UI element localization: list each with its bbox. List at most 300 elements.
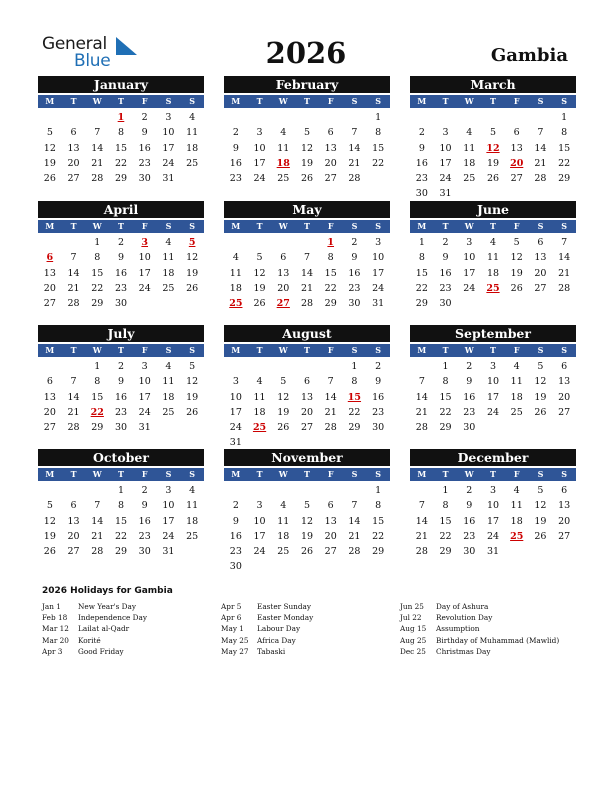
day-cell: 30 [114, 298, 128, 310]
holiday-date: May 1 [221, 624, 244, 634]
month-title: September [410, 325, 576, 342]
empty-cell [248, 359, 272, 374]
day-grid [38, 359, 204, 435]
day-cell: 5 [280, 376, 287, 388]
day-cell: 1 [442, 361, 449, 372]
weekday-label: T [304, 96, 310, 106]
weekday-label: F [513, 221, 520, 231]
day-cell: 1 [94, 237, 101, 248]
weekday-label: S [351, 221, 358, 231]
weekday-label: S [561, 96, 568, 106]
holiday-entry [400, 635, 559, 646]
day-cell: 17 [138, 391, 151, 403]
day-cell: 14 [348, 142, 361, 154]
day-cell: 7 [418, 500, 425, 512]
day-cell: 7 [537, 127, 544, 139]
day-grid [38, 110, 204, 186]
weekday-label: W [464, 469, 474, 479]
day-cell: 9 [442, 252, 449, 264]
day-cell: 17 [439, 157, 452, 169]
weekday-label: S [375, 345, 382, 355]
day-cell: 5 [303, 127, 311, 139]
weekday-header [224, 220, 390, 233]
day-cell: 2 [466, 485, 473, 496]
empty-cell [410, 359, 434, 374]
day-cell: 13 [43, 267, 56, 279]
day-cell: 8 [117, 500, 125, 512]
holiday-name: Revolution Day [436, 613, 493, 623]
day-cell: 31 [162, 173, 175, 185]
day-grid [38, 483, 204, 559]
day-cell: 5 [46, 127, 53, 139]
day-cell: 15 [324, 267, 337, 279]
weekday-label: T [490, 96, 496, 106]
day-cell: 24 [162, 530, 175, 542]
holiday-name: Korité [78, 635, 101, 645]
month-title: November [224, 449, 390, 466]
weekday-label: T [118, 345, 124, 355]
day-cell: 6 [280, 252, 287, 264]
day-cell: 29 [372, 546, 385, 558]
weekday-header [38, 344, 204, 357]
day-cell: 18 [229, 282, 242, 294]
day-cell: 14 [348, 515, 361, 527]
empty-cell [248, 110, 272, 125]
day-cell: 19 [186, 267, 199, 279]
day-cell: 10 [162, 500, 175, 512]
day-cell: 24 [486, 406, 500, 418]
day-cell: 13 [67, 142, 80, 154]
day-cell: 18 [186, 515, 199, 527]
day-cell: 9 [232, 142, 239, 154]
day-cell: 22 [114, 530, 128, 542]
day-cell: 20 [43, 406, 56, 418]
empty-cell [343, 483, 367, 498]
holiday-date: Apr 3 [42, 646, 63, 656]
holiday-name: Easter Sunday [257, 602, 312, 611]
holiday-day-cell: 18 [276, 157, 290, 169]
empty-cell [62, 235, 86, 250]
day-cell: 31 [486, 546, 500, 558]
weekday-label: F [141, 345, 148, 355]
weekday-label: S [351, 96, 358, 106]
day-cell: 30 [114, 422, 128, 434]
day-cell: 18 [253, 406, 266, 418]
month-february [224, 76, 390, 186]
weekday-label: T [118, 96, 124, 106]
day-cell: 24 [138, 282, 151, 294]
day-cell: 3 [466, 237, 473, 248]
day-cell: 24 [253, 546, 266, 558]
day-cell: 12 [277, 391, 290, 403]
day-cell: 28 [67, 422, 80, 434]
day-cell: 12 [253, 267, 266, 279]
day-cell: 23 [138, 157, 151, 169]
day-cell: 11 [510, 376, 523, 388]
weekday-label: M [417, 345, 427, 355]
day-cell: 25 [463, 173, 476, 185]
day-cell: 20 [277, 282, 290, 294]
day-cell: 20 [534, 267, 547, 279]
month-title: April [38, 201, 204, 218]
weekday-label: T [490, 469, 496, 479]
day-cell: 6 [303, 376, 311, 388]
day-cell: 5 [256, 252, 263, 264]
day-cell: 21 [67, 282, 80, 294]
weekday-label: T [256, 469, 263, 479]
day-cell: 19 [253, 282, 266, 294]
day-cell: 26 [534, 530, 547, 542]
day-cell: 9 [351, 252, 358, 264]
weekday-label: F [513, 96, 520, 106]
day-cell: 22 [372, 157, 385, 169]
day-cell: 25 [277, 546, 290, 558]
day-cell: 10 [463, 252, 476, 264]
day-cell: 28 [300, 298, 314, 310]
day-cell: 22 [348, 406, 361, 418]
day-cell: 19 [300, 530, 314, 542]
day-cell: 27 [43, 422, 56, 434]
day-cell: 14 [300, 267, 314, 279]
day-cell: 12 [186, 376, 199, 388]
day-cell: 16 [229, 157, 242, 169]
day-cell: 23 [114, 406, 128, 418]
day-cell: 23 [114, 282, 128, 294]
empty-cell [62, 110, 86, 125]
day-cell: 31 [439, 188, 452, 200]
day-cell: 8 [561, 127, 568, 139]
weekday-label: T [118, 469, 124, 479]
holiday-entry [42, 601, 147, 612]
weekday-label: M [45, 96, 55, 106]
day-cell: 25 [510, 406, 523, 418]
day-cell: 29 [348, 422, 361, 434]
weekday-label: F [141, 469, 148, 479]
day-cell: 6 [561, 485, 568, 496]
day-cell: 9 [375, 376, 382, 388]
day-cell: 14 [415, 391, 428, 403]
day-cell: 7 [561, 237, 568, 248]
day-cell: 24 [439, 173, 452, 185]
holiday-name: Christmas Day [436, 646, 491, 656]
day-cell: 30 [439, 298, 452, 310]
day-cell: 19 [510, 267, 523, 279]
holiday-name: Assumption [436, 624, 480, 634]
day-cell: 3 [489, 361, 497, 372]
holiday-name: New Year's Day [78, 602, 137, 611]
day-cell: 22 [372, 530, 385, 542]
day-cell: 10 [486, 376, 500, 388]
day-cell: 27 [43, 298, 56, 310]
day-cell: 2 [375, 361, 382, 372]
month-title: March [410, 76, 576, 93]
day-cell: 27 [510, 173, 523, 185]
holiday-entry [42, 635, 147, 646]
month-title: May [224, 201, 390, 218]
day-cell: 30 [415, 188, 428, 200]
weekday-label: S [375, 469, 382, 479]
day-cell: 12 [186, 252, 199, 264]
day-cell: 10 [138, 376, 151, 388]
empty-cell [271, 110, 295, 125]
day-cell: 10 [138, 252, 151, 264]
empty-cell [319, 359, 343, 374]
day-cell: 17 [229, 406, 242, 418]
weekday-label: T [490, 221, 496, 231]
weekday-label: S [189, 345, 196, 355]
day-cell: 21 [91, 157, 104, 169]
weekday-label: M [231, 221, 241, 231]
day-cell: 26 [253, 298, 266, 310]
day-cell: 7 [351, 500, 358, 512]
day-cell: 14 [558, 252, 571, 264]
holiday-entry [221, 612, 313, 623]
day-grid [410, 110, 576, 202]
day-cell: 17 [486, 515, 500, 527]
weekday-label: M [417, 469, 427, 479]
day-cell: 11 [186, 127, 199, 139]
day-cell: 21 [348, 157, 361, 169]
empty-cell [38, 359, 62, 374]
day-grid [224, 235, 390, 311]
weekday-label: W [278, 221, 288, 231]
day-cell: 30 [463, 422, 476, 434]
empty-cell [224, 483, 248, 498]
day-cell: 2 [141, 112, 148, 123]
day-cell: 27 [324, 173, 337, 185]
day-cell: 28 [67, 298, 80, 310]
day-cell: 26 [43, 173, 56, 185]
weekday-label: T [70, 96, 77, 106]
day-cell: 25 [277, 173, 290, 185]
empty-cell [271, 359, 295, 374]
day-cell: 2 [466, 361, 473, 372]
holiday-entry [400, 601, 559, 612]
day-cell: 29 [114, 546, 128, 558]
weekday-label: T [442, 469, 449, 479]
day-cell: 18 [162, 391, 175, 403]
day-cell: 15 [558, 142, 571, 154]
month-june [410, 201, 576, 311]
day-cell: 15 [114, 142, 128, 154]
day-cell: 8 [117, 127, 125, 139]
empty-cell [224, 235, 248, 250]
day-cell: 24 [372, 282, 385, 294]
day-cell: 9 [141, 500, 148, 512]
day-cell: 1 [442, 485, 449, 496]
empty-cell [85, 483, 109, 498]
day-cell: 26 [486, 173, 500, 185]
day-cell: 3 [256, 127, 263, 139]
weekday-label: F [141, 221, 148, 231]
empty-cell [248, 235, 272, 250]
day-cell: 5 [537, 361, 544, 372]
weekday-label: F [513, 469, 520, 479]
holiday-name: Easter Monday [257, 613, 314, 623]
day-cell: 19 [186, 391, 199, 403]
holiday-date: Mar 12 [42, 624, 69, 634]
day-cell: 2 [232, 127, 239, 139]
month-title: July [38, 325, 204, 342]
empty-cell [38, 483, 62, 498]
day-cell: 25 [162, 406, 175, 418]
day-cell: 31 [162, 546, 175, 558]
holiday-entry [42, 646, 147, 657]
day-cell: 27 [324, 546, 337, 558]
day-cell: 18 [186, 142, 199, 154]
weekday-label: W [278, 345, 288, 355]
day-cell: 13 [510, 142, 523, 154]
day-cell: 13 [324, 142, 337, 154]
day-cell: 11 [277, 142, 290, 154]
holiday-column [400, 601, 559, 657]
weekday-label: S [375, 96, 382, 106]
holiday-day-cell: 25 [252, 422, 267, 434]
day-cell: 7 [303, 252, 311, 264]
weekday-label: T [442, 345, 449, 355]
holiday-date: Aug 15 [400, 624, 427, 634]
day-grid [410, 235, 576, 311]
day-cell: 10 [372, 252, 385, 264]
weekday-label: W [464, 96, 474, 106]
empty-cell [62, 483, 86, 498]
day-cell: 2 [117, 237, 125, 248]
day-cell: 19 [534, 515, 547, 527]
day-cell: 30 [463, 546, 476, 558]
month-july [38, 325, 204, 435]
day-cell: 23 [229, 173, 242, 185]
day-cell: 6 [46, 376, 53, 388]
day-cell: 3 [141, 361, 148, 372]
weekday-label: S [189, 221, 196, 231]
empty-cell [295, 235, 319, 250]
empty-cell [481, 110, 505, 125]
month-october [38, 449, 204, 559]
day-cell: 20 [300, 406, 314, 418]
day-cell: 4 [189, 485, 196, 496]
holiday-date: Aug 25 [400, 635, 427, 645]
day-cell: 1 [375, 485, 382, 496]
day-cell: 26 [510, 282, 523, 294]
day-cell: 19 [534, 391, 547, 403]
empty-cell [38, 235, 62, 250]
day-cell: 23 [463, 530, 476, 542]
day-cell: 12 [43, 515, 56, 527]
holiday-day-cell: 1 [327, 237, 335, 248]
month-title: August [224, 325, 390, 342]
weekday-header [410, 468, 576, 481]
day-cell: 2 [232, 500, 239, 512]
day-cell: 5 [513, 237, 520, 248]
day-cell: 1 [94, 361, 101, 372]
day-cell: 29 [324, 298, 337, 310]
holiday-name: Good Friday [78, 646, 124, 656]
day-cell: 17 [162, 142, 175, 154]
day-cell: 6 [561, 361, 568, 372]
holiday-date: Mar 20 [42, 635, 69, 645]
day-cell: 11 [229, 267, 242, 279]
month-march [410, 76, 576, 202]
day-cell: 29 [558, 173, 571, 185]
day-cell: 13 [43, 391, 56, 403]
weekday-label: S [351, 469, 358, 479]
day-cell: 3 [256, 500, 263, 512]
weekday-header [38, 95, 204, 108]
holiday-date: Jun 25 [400, 602, 424, 611]
holiday-name: Independence Day [78, 613, 147, 623]
day-cell: 25 [186, 530, 199, 542]
day-cell: 8 [327, 252, 334, 264]
day-cell: 14 [67, 391, 80, 403]
logo-text-general: General [42, 34, 107, 54]
day-cell: 20 [67, 157, 80, 169]
day-grid [224, 483, 390, 575]
day-cell: 18 [162, 267, 175, 279]
day-cell: 15 [415, 267, 428, 279]
day-cell: 13 [558, 376, 571, 388]
weekday-label: T [442, 221, 449, 231]
day-cell: 23 [463, 406, 476, 418]
day-cell: 19 [486, 157, 500, 169]
day-cell: 11 [162, 252, 175, 264]
day-cell: 15 [439, 515, 452, 527]
day-cell: 27 [300, 422, 314, 434]
day-cell: 11 [486, 252, 500, 264]
day-cell: 4 [280, 500, 287, 512]
day-cell: 30 [372, 422, 385, 434]
day-cell: 12 [534, 376, 547, 388]
day-cell: 11 [253, 391, 266, 403]
day-cell: 8 [442, 376, 449, 388]
holiday-entry [221, 601, 313, 612]
day-cell: 22 [439, 530, 452, 542]
month-title: October [38, 449, 204, 466]
day-cell: 20 [43, 282, 56, 294]
day-cell: 18 [486, 267, 500, 279]
holiday-entry [221, 635, 313, 646]
day-cell: 13 [277, 267, 290, 279]
holiday-name: Birthday of Muhammad (Mawlid) [436, 635, 560, 645]
month-december [410, 449, 576, 559]
day-cell: 4 [489, 237, 497, 248]
month-august [224, 325, 390, 451]
holiday-date: May 27 [221, 646, 249, 656]
weekday-label: S [561, 221, 568, 231]
empty-cell [62, 359, 86, 374]
weekday-label: T [70, 221, 77, 231]
day-cell: 4 [513, 485, 520, 496]
day-cell: 5 [189, 361, 196, 372]
day-cell: 15 [91, 267, 104, 279]
day-cell: 22 [415, 282, 428, 294]
day-cell: 19 [43, 530, 56, 542]
day-cell: 21 [415, 530, 428, 542]
weekday-label: T [256, 221, 263, 231]
day-cell: 24 [138, 406, 151, 418]
day-cell: 18 [510, 391, 523, 403]
day-cell: 18 [277, 530, 290, 542]
empty-cell [271, 483, 295, 498]
day-cell: 10 [253, 515, 266, 527]
day-cell: 9 [117, 376, 125, 388]
month-april [38, 201, 204, 311]
weekday-label: M [45, 221, 55, 231]
day-cell: 4 [513, 361, 520, 372]
month-title: June [410, 201, 576, 218]
day-cell: 13 [300, 391, 314, 403]
day-cell: 1 [418, 237, 425, 248]
day-cell: 29 [439, 546, 452, 558]
